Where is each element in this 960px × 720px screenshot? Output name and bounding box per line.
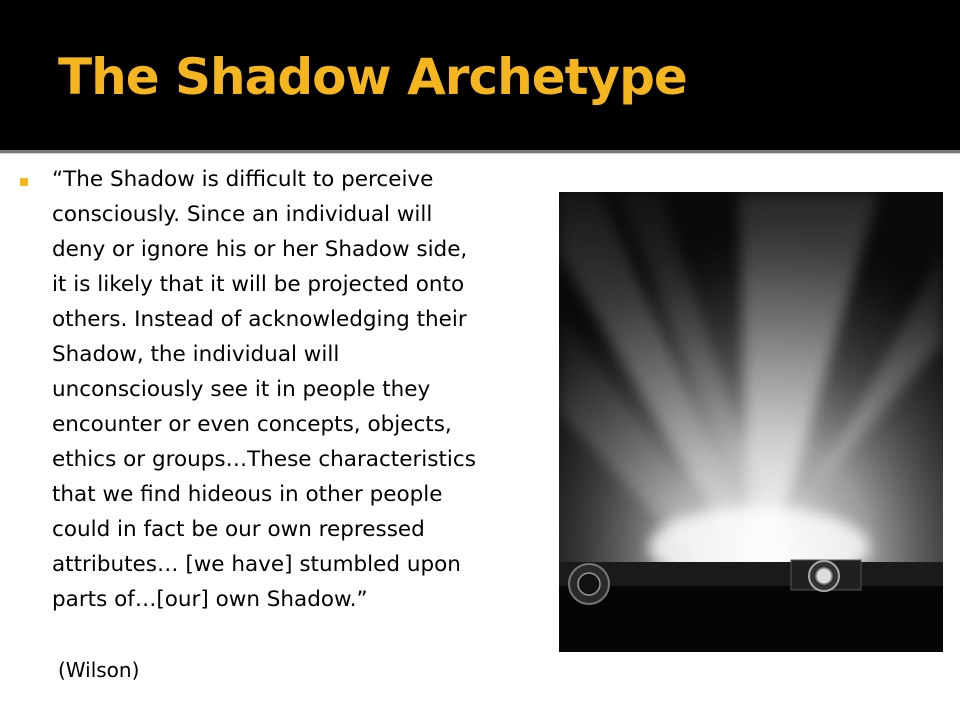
title-bar <box>0 0 960 150</box>
searchlight-beams-image <box>559 192 943 652</box>
citation: (Wilson) <box>58 658 140 682</box>
quote-text: “The Shadow is difficult to perceive consciously. Since an individual will deny or ignore his or her Shadow side, it is likely that it will be projected onto others. Instead of acknowledging their Shadow, the individual will unconsciously see it in people they encounter or even concepts, objects, ethics or groups…These characteristics that we find hideous in other people could in fact be our own repressed attributes… [we have] stumbled upon parts of…[our] own Shadow.” <box>52 167 476 612</box>
title-divider-highlight <box>0 153 960 154</box>
slide-title: The Shadow Archetype <box>58 48 687 106</box>
searchlight-beams-photo <box>559 192 943 652</box>
square-bullet-icon <box>20 178 28 186</box>
